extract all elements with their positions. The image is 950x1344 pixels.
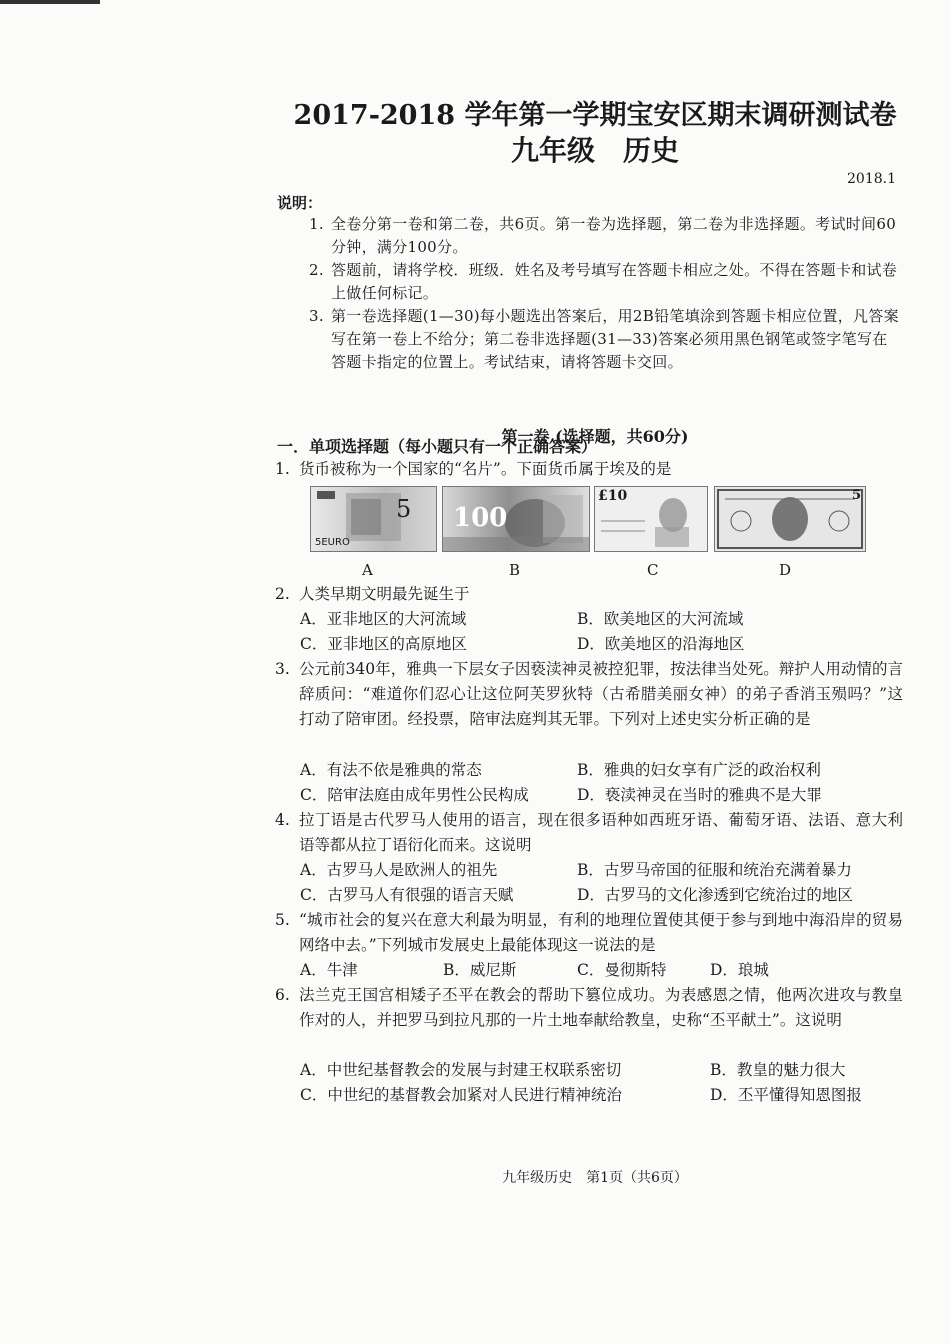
option-d: D．丕平懂得知恩图报 [710,1086,862,1104]
instruction-item [309,305,901,374]
question-6 [275,983,903,1033]
option-a: A．有法不依是雅典的常态 [300,761,482,779]
banknote-c-text: £10 [598,488,628,504]
question-4 [275,808,903,858]
question-number: 2. [275,585,290,603]
question-number: 1. [275,460,290,478]
banknote-d-image [714,486,866,552]
instruction-text: 全卷分第一卷和第二卷，共6页。第一卷为选择题，第二卷为非选择题。考试时间60分钟，满分100分。 [331,215,897,256]
option-d: D．琅城 [710,961,769,979]
instruction-number: 2. [309,261,324,279]
question-text: 拉丁语是古代罗马人使用的语言，现在很多语种如西班牙语、葡萄牙语、法语、意大利语等都从拉丁语衍化而来。这说明 [299,811,903,854]
question-1 [275,457,903,482]
instruction-item [309,259,901,305]
grade-label: 九年级 [510,134,595,167]
svg-text:5: 5 [396,495,412,523]
option-d: D．欧美地区的沿海地区 [577,635,745,653]
option-c: C．中世纪的基督教会加紧对人民进行精神统治 [300,1086,622,1104]
subject-label: 历史 [623,134,680,167]
question-5 [275,908,903,958]
option-b: B．威尼斯 [443,961,517,979]
exam-subtitle [0,129,950,169]
exam-date: 2018.1 [847,171,896,187]
option-c: C．陪审法庭由成年男性公民构成 [300,786,529,804]
instruction-item [309,213,901,259]
option-d: D．亵渎神灵在当时的雅典不是大罪 [577,786,822,804]
option-a: A．牛津 [300,961,358,979]
banknote-d-text: 5 [851,488,861,503]
option-b: B．教皇的魅力很大 [710,1061,846,1079]
instruction-text: 答题前，请将学校．班级．姓名及考号填写在答题卡相应之处。不得在答题卡和试卷上做任何标记。 [331,261,898,302]
question-3 [275,657,903,732]
instruction-number: 1. [309,215,324,233]
option-c: C．亚非地区的高原地区 [300,635,467,653]
option-b: B．古罗马帝国的征服和统治充满着暴力 [577,861,852,879]
banknote-b-text: 100 [453,503,508,533]
question-number: 6. [275,986,290,1004]
part-title: 一．单项选择题（每小题只有一个正确答案） [277,437,598,456]
question-number: 4. [275,811,290,829]
banknote-label-a: A [362,561,373,579]
banknote-a-text: 5EURO [315,537,350,548]
option-c: C．古罗马人有很强的语言天赋 [300,886,514,904]
banknote-label-c: C [647,561,659,579]
question-text: 货币被称为一个国家的“名片”。下面货币属于埃及的是 [299,460,672,478]
question-2 [275,582,903,607]
lincoln-note-graphic [715,487,865,551]
question-text: “城市社会的复兴在意大利最为明显，有利的地理位置使其便于参与到地中海沿岸的贸易网络中去。”下列城市发展史上最能体现这一说法的是 [299,911,903,954]
banknote-label-d: D [779,561,792,579]
option-a: A．亚非地区的大河流域 [300,610,467,628]
banknote-b-image [442,486,590,552]
scan-edge-mark [0,0,100,4]
question-text: 人类早期文明最先诞生于 [299,585,470,603]
exam-title: 2017-2018 学年第一学期宝安区期末调研测试卷 [293,100,897,131]
question-text: 公元前340年，雅典一下层女子因亵渎神灵被控犯罪，按法律当处死。辩护人用动情的言辞质问：“难道你们忍心让这位阿芙罗狄特（古希腊美丽女神）的弟子香消玉殒吗？”这打动了陪审团。经投票，陪审法庭判其无罪。下列对上述史实分析正确的是 [299,660,903,728]
instruction-text: 第一卷选择题(1—30)每小题选出答案后，用2B铅笔填涂到答题卡相应位置，凡答案写在第一卷上不给分；第二卷非选择题(31—33)答案必须用黑色钢笔或签字笔写在答题卡指定的位置上。考试结束，请将答题卡交回。 [331,307,899,371]
option-b: B．欧美地区的大河流域 [577,610,744,628]
option-b: B．雅典的妇女享有广泛的政治权利 [577,761,821,779]
banknote-label-b: B [509,561,521,579]
option-a: A．古罗马人是欧洲人的祖先 [300,861,498,879]
question-text: 法兰克王国宫相矮子丕平在教会的帮助下篡位成功。为表感恩之情，他两次进攻与教皇作对的人，并把罗马到拉凡那的一片土地奉献给教皇，史称“丕平献土”。这说明 [299,986,903,1029]
question-number: 5. [275,911,290,929]
option-a: A．中世纪基督教会的发展与封建王权联系密切 [300,1061,622,1079]
question-number: 3. [275,660,290,678]
section-title: 第一卷 (选择题，共60分) [501,427,689,446]
option-d: D．古罗马的文化渗透到它统治过的地区 [577,886,853,904]
banknote-a-image [310,486,437,552]
page-footer: 九年级历史 第1页（共6页） [502,1170,688,1186]
banknote-c-image [594,486,708,552]
option-c: C．曼彻斯特 [577,961,667,979]
instructions-heading: 说明： [277,194,323,212]
instruction-number: 3. [309,307,324,325]
